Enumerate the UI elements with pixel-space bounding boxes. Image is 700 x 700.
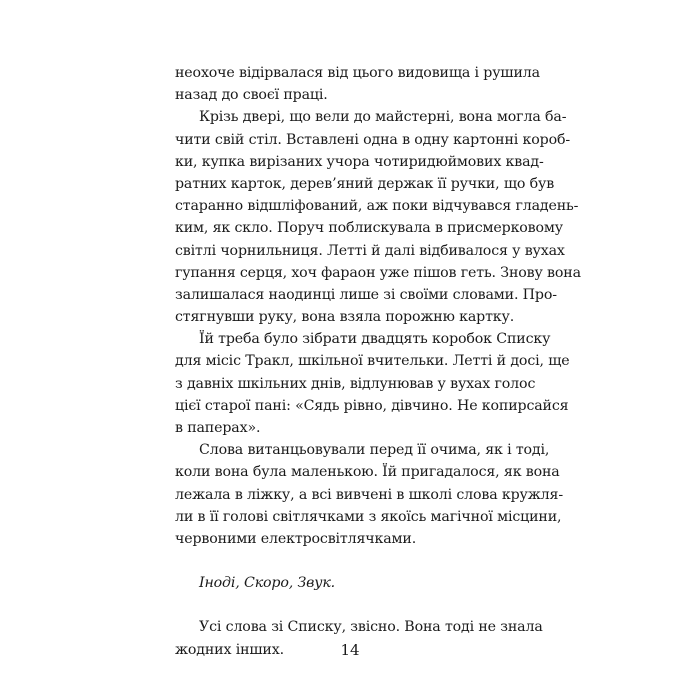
paragraph-4 bbox=[175, 439, 563, 550]
text-line: залишалася наодинці лише зі своїми словами. Про- bbox=[175, 286, 557, 303]
text-line: в паперах». bbox=[175, 420, 261, 436]
text-line: цієї старої пані: «Сядь рівно, дівчино. Не копирсайся bbox=[175, 397, 569, 414]
text-line: з давніх шкільних днів, відлунював у вухах голос bbox=[175, 375, 536, 392]
spacer bbox=[175, 594, 527, 616]
text-line: Усі слова зі Списку, звісно. Вона тоді не знала bbox=[199, 619, 543, 636]
text-line: стягнувши руку, вона взяла порожню картку. bbox=[175, 309, 515, 326]
text-line: неохоче відірвалася від цього видовища і рушила bbox=[175, 65, 540, 81]
italic-word-list bbox=[175, 572, 527, 594]
text-line: Слова витанцьовували перед її очима, як і тоді, bbox=[199, 442, 550, 459]
paragraph-2 bbox=[175, 106, 581, 328]
text-line: ратних карток, дерев’яний держак її ручки, що був bbox=[175, 175, 555, 192]
text-line: для місіс Тракл, шкільної вчительки. Летті й досі, ще bbox=[175, 353, 570, 370]
text-line: гупання серця, хоч фараон уже пішов геть. Знову вона bbox=[175, 264, 581, 281]
text-line: назад до своєї праці. bbox=[175, 87, 328, 104]
spacer bbox=[175, 550, 527, 572]
text-line: червоними електросвітлячками. bbox=[175, 530, 417, 547]
page-number: 14 bbox=[340, 641, 360, 659]
paragraph-1 bbox=[175, 62, 540, 106]
paragraph-3 bbox=[175, 328, 570, 439]
text-line: Крізь двері, що вели до майстерні, вона могла ба- bbox=[199, 109, 567, 126]
text-line: лежала в ліжку, а всі вивчені в школі слова кружля- bbox=[175, 486, 563, 503]
text-line: старанно відшліфований, аж поки відчувався гладень- bbox=[175, 198, 579, 215]
text-line: ки, купка вирізаних учора чотиридюймових квад- bbox=[175, 153, 544, 170]
text-line: чити свій стіл. Вставлені одна в одну картонні короб- bbox=[175, 131, 570, 148]
text-line: світлі чорнильниця. Летті й далі відбивалося у вухах bbox=[175, 242, 565, 259]
text-line: ли в її голові світлячками з якоїсь магічної місцини, bbox=[175, 508, 562, 525]
text-line: коли вона була маленькою. Їй пригадалося, як вона bbox=[175, 464, 560, 481]
text-line: ким, як скло. Поруч поблискувала в присмерковому bbox=[175, 220, 563, 237]
text-line: жодних інших. bbox=[175, 641, 284, 658]
text-line: Їй треба було зібрати двадцять коробок Списку bbox=[199, 331, 551, 348]
page-body bbox=[175, 62, 581, 661]
text-line: Іноді, Скоро, Звук. bbox=[199, 575, 336, 592]
